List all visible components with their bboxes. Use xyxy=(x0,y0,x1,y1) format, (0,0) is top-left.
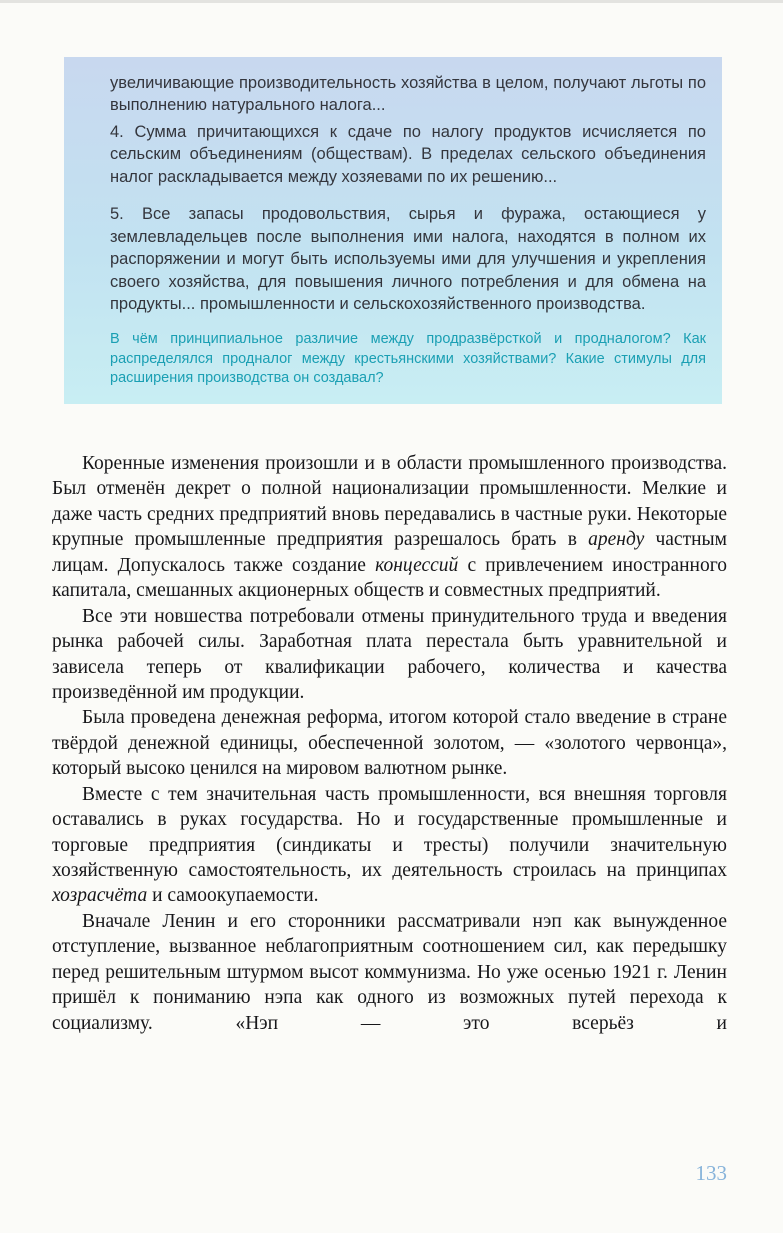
main-text xyxy=(52,451,727,1036)
excerpt-paragraph-point-5: 5. Все запасы продовольствия, сырья и фуража, остающиеся у землевладельцев после выполнения ими налога, находятся в полном их распоряжении и могут быть используемы ими для улучшения и укрепления своего хозяйства, для повышения личного потребления и для обмена на продукты... промышленности и сельскохозяйственного производства. xyxy=(110,205,706,313)
body-paragraph-labor-market: Все эти новшества потребовали отмены принудительного труда и введения рынка рабочей силы. Заработная плата перестала быть уравнительной и зависела теперь от квалификации рабочего, количества и качества произведённой им продукции. xyxy=(52,605,727,703)
body-paragraph-monetary-reform: Была проведена денежная реформа, итогом которой стало введение в стране твёрдой денежной единицы, обеспеченной золотом, — «золотого червонца», который высоко ценился на мировом валютном рынке. xyxy=(52,707,727,780)
body-paragraph-state-sector: Вместе с тем значительная часть промышленности, вся внешняя торговля оставались в руках государства. Но и государственные промышленные и торговые предприятия (синдикаты и тресты) получили значительную хозяйственную самостоятельность, их деятельность строилась на принципах хозрасчёта и самоокупаемости. xyxy=(52,783,727,907)
excerpt-paragraph-continuation: увеличивающие производительность хозяйства в целом, получают льготы по выполнению натурального налога... xyxy=(110,74,706,115)
document-excerpt-box xyxy=(64,57,722,404)
body-paragraph-industry: Коренные изменения произошли и в области промышленного производства. Был отменён декрет о полной национализации промышленности. Мелкие и даже часть средних предприятий вновь передавались в частные руки. Некоторые крупные промышленные предприятия разрешалось брать в аренду частным лицам. Допускалось также создание концессий с привлечением иностранного капитала, смешанных акционерных обществ и совместных предприятий. xyxy=(52,453,727,602)
body-paragraph-lenin-nep: Вначале Ленин и его сторонники рассматривали нэп как вынужденное отступление, вызванное неблагоприятным соотношением сил, как передышку перед решительным штурмом высот коммунизма. Но уже осенью 1921 г. Ленин пришёл к пониманию нэпа как одного из возможных путей перехода к социализму. «Нэп — это всерьёз и xyxy=(52,910,727,1034)
study-questions: В чём принципиальное различие между продразвёрсткой и продналогом? Как распределялся продналог между крестьянскими хозяйствами? Какие стимулы для расширения производства он создавал? xyxy=(110,331,706,386)
excerpt-paragraph-point-4: 4. Сумма причитающихся к сдаче по налогу продуктов исчисляется по сельским объединениям (обществам). В пределах сельского объединения налог раскладывается между хозяевами по их решению... xyxy=(110,122,706,186)
page-number: 133 xyxy=(695,1161,727,1185)
